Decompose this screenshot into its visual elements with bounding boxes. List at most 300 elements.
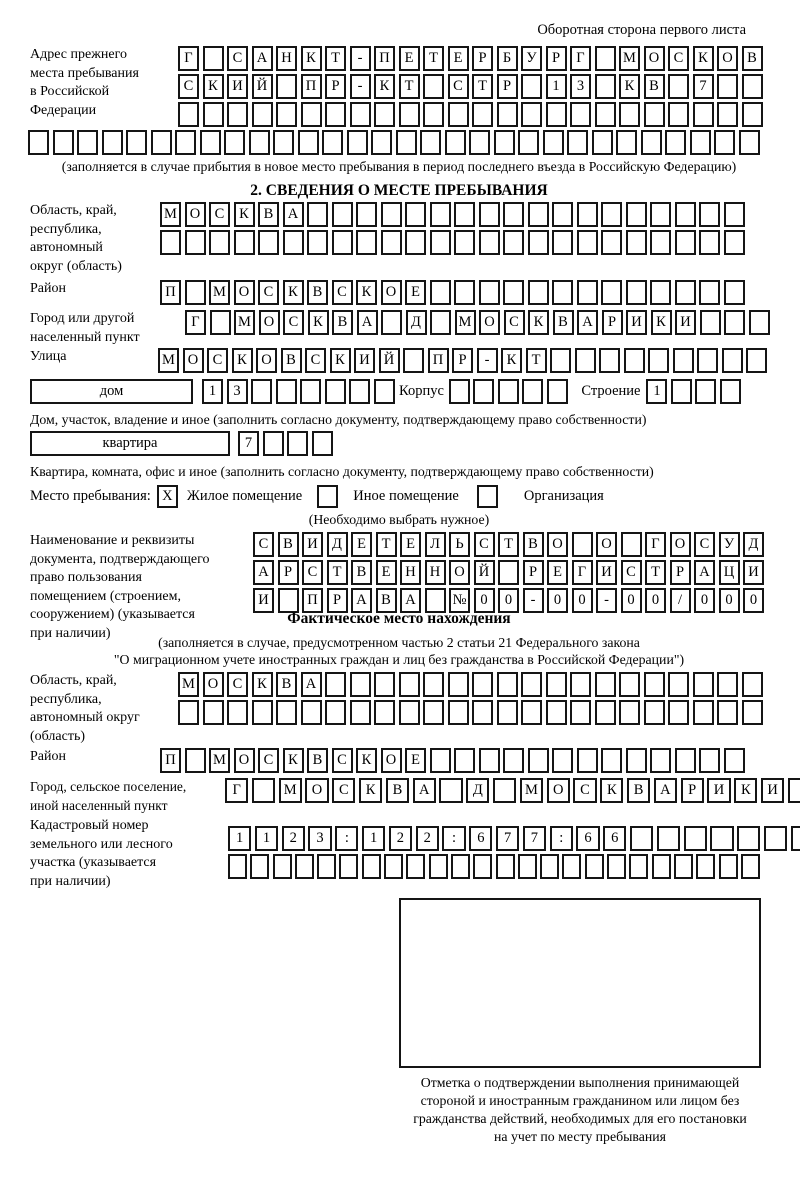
char-cell[interactable] (252, 778, 275, 803)
char-cell[interactable] (374, 379, 395, 404)
char-cell[interactable] (322, 130, 343, 155)
char-cell[interactable] (396, 130, 417, 155)
char-cell[interactable] (251, 379, 272, 404)
char-cell[interactable]: К (651, 310, 672, 335)
char-cell[interactable] (317, 854, 336, 879)
char-cell[interactable]: : (335, 826, 358, 851)
char-cell[interactable]: К (252, 672, 273, 697)
char-cell[interactable] (451, 854, 470, 879)
char-cell[interactable] (250, 854, 269, 879)
char-cell[interactable]: Р (681, 778, 704, 803)
char-cell[interactable] (472, 672, 493, 697)
char-cell[interactable]: 3 (227, 379, 248, 404)
char-cell[interactable] (601, 280, 622, 305)
char-cell[interactable]: С (332, 280, 353, 305)
char-cell[interactable]: 0 (743, 588, 764, 613)
char-cell[interactable] (228, 854, 247, 879)
char-cell[interactable]: 1 (646, 379, 667, 404)
char-cell[interactable] (675, 748, 696, 773)
char-cell[interactable] (454, 230, 475, 255)
char-cell[interactable] (200, 130, 221, 155)
char-cell[interactable] (577, 280, 598, 305)
char-cell[interactable]: О (449, 560, 470, 585)
char-cell[interactable]: Е (448, 46, 469, 71)
char-cell[interactable]: М (160, 202, 181, 227)
char-cell[interactable] (595, 672, 616, 697)
char-cell[interactable] (699, 280, 720, 305)
char-cell[interactable] (528, 202, 549, 227)
char-cell[interactable]: - (523, 588, 544, 613)
char-cell[interactable]: 1 (546, 74, 567, 99)
char-cell[interactable]: В (376, 588, 397, 613)
char-cell[interactable] (300, 379, 321, 404)
char-cell[interactable]: : (442, 826, 465, 851)
char-cell[interactable]: Г (645, 532, 666, 557)
char-cell[interactable] (185, 280, 206, 305)
char-cell[interactable] (764, 826, 787, 851)
char-cell[interactable] (423, 102, 444, 127)
char-cell[interactable] (263, 431, 284, 456)
char-cell[interactable] (403, 348, 424, 373)
char-cell[interactable] (175, 130, 196, 155)
char-cell[interactable] (301, 700, 322, 725)
char-cell[interactable] (697, 348, 718, 373)
char-cell[interactable]: О (183, 348, 204, 373)
char-cell[interactable] (312, 431, 333, 456)
char-cell[interactable]: Т (399, 74, 420, 99)
char-cell[interactable] (374, 672, 395, 697)
char-cell[interactable] (439, 778, 462, 803)
char-cell[interactable] (448, 102, 469, 127)
char-cell[interactable] (295, 854, 314, 879)
char-cell[interactable] (472, 700, 493, 725)
char-cell[interactable] (724, 310, 745, 335)
char-cell[interactable] (209, 230, 230, 255)
char-cell[interactable] (283, 230, 304, 255)
char-cell[interactable]: Н (425, 560, 446, 585)
char-cell[interactable]: П (302, 588, 323, 613)
char-cell[interactable]: Е (376, 560, 397, 585)
char-cell[interactable]: С (258, 748, 279, 773)
char-cell[interactable] (675, 230, 696, 255)
char-cell[interactable] (528, 748, 549, 773)
char-cell[interactable]: М (279, 778, 302, 803)
char-cell[interactable]: 0 (719, 588, 740, 613)
char-cell[interactable] (28, 130, 49, 155)
char-cell[interactable]: 0 (621, 588, 642, 613)
char-cell[interactable] (399, 672, 420, 697)
char-cell[interactable] (234, 230, 255, 255)
char-cell[interactable] (657, 826, 680, 851)
char-cell[interactable] (626, 748, 647, 773)
char-cell[interactable]: Т (325, 46, 346, 71)
char-cell[interactable]: : (550, 826, 573, 851)
char-cell[interactable] (307, 202, 328, 227)
char-cell[interactable] (473, 854, 492, 879)
char-cell[interactable]: В (307, 280, 328, 305)
char-cell[interactable]: Т (645, 560, 666, 585)
checkbox-organization[interactable] (477, 485, 498, 508)
char-cell[interactable]: О (305, 778, 328, 803)
char-cell[interactable]: В (281, 348, 302, 373)
char-cell[interactable]: 0 (572, 588, 593, 613)
char-cell[interactable] (717, 672, 738, 697)
char-cell[interactable] (572, 532, 593, 557)
char-cell[interactable] (629, 854, 648, 879)
char-cell[interactable] (648, 348, 669, 373)
char-cell[interactable] (497, 102, 518, 127)
char-cell[interactable]: 1 (255, 826, 278, 851)
char-cell[interactable]: А (413, 778, 436, 803)
char-cell[interactable] (374, 102, 395, 127)
char-cell[interactable]: К (283, 280, 304, 305)
char-cell[interactable]: С (253, 532, 274, 557)
char-cell[interactable]: Р (325, 74, 346, 99)
char-cell[interactable]: Л (425, 532, 446, 557)
char-cell[interactable] (595, 46, 616, 71)
char-cell[interactable] (595, 102, 616, 127)
char-cell[interactable]: А (400, 588, 421, 613)
char-cell[interactable]: П (374, 46, 395, 71)
char-cell[interactable]: У (719, 532, 740, 557)
char-cell[interactable]: 0 (694, 588, 715, 613)
char-cell[interactable] (668, 700, 689, 725)
char-cell[interactable] (53, 130, 74, 155)
char-cell[interactable] (543, 130, 564, 155)
char-cell[interactable]: 0 (474, 588, 495, 613)
house-field-box[interactable]: дом (30, 379, 193, 404)
char-cell[interactable] (332, 230, 353, 255)
char-cell[interactable] (350, 102, 371, 127)
char-cell[interactable]: В (644, 74, 665, 99)
char-cell[interactable]: В (553, 310, 574, 335)
char-cell[interactable] (550, 348, 571, 373)
char-cell[interactable] (675, 280, 696, 305)
char-cell[interactable]: О (479, 310, 500, 335)
char-cell[interactable] (521, 102, 542, 127)
char-cell[interactable]: С (448, 74, 469, 99)
char-cell[interactable]: Г (225, 778, 248, 803)
char-cell[interactable]: Г (570, 46, 591, 71)
char-cell[interactable] (650, 202, 671, 227)
char-cell[interactable]: У (521, 46, 542, 71)
char-cell[interactable]: 7 (496, 826, 519, 851)
char-cell[interactable]: М (619, 46, 640, 71)
char-cell[interactable] (741, 854, 760, 879)
char-cell[interactable] (522, 379, 543, 404)
char-cell[interactable] (671, 379, 692, 404)
char-cell[interactable] (601, 748, 622, 773)
char-cell[interactable] (788, 778, 800, 803)
char-cell[interactable]: О (381, 748, 402, 773)
char-cell[interactable]: К (356, 280, 377, 305)
char-cell[interactable] (742, 74, 763, 99)
char-cell[interactable] (714, 130, 735, 155)
char-cell[interactable] (399, 700, 420, 725)
char-cell[interactable]: В (332, 310, 353, 335)
char-cell[interactable]: Й (252, 74, 273, 99)
char-cell[interactable] (619, 700, 640, 725)
char-cell[interactable]: 0 (498, 588, 519, 613)
char-cell[interactable] (674, 854, 693, 879)
char-cell[interactable] (742, 672, 763, 697)
char-cell[interactable] (430, 280, 451, 305)
char-cell[interactable] (791, 826, 800, 851)
char-cell[interactable] (607, 854, 626, 879)
char-cell[interactable]: С (332, 748, 353, 773)
char-cell[interactable] (160, 230, 181, 255)
char-cell[interactable] (546, 672, 567, 697)
char-cell[interactable] (497, 672, 518, 697)
char-cell[interactable] (349, 379, 370, 404)
char-cell[interactable] (430, 230, 451, 255)
char-cell[interactable]: К (359, 778, 382, 803)
char-cell[interactable] (693, 700, 714, 725)
char-cell[interactable] (695, 379, 716, 404)
char-cell[interactable]: В (278, 532, 299, 557)
char-cell[interactable] (325, 700, 346, 725)
char-cell[interactable]: С (621, 560, 642, 585)
char-cell[interactable]: 2 (416, 826, 439, 851)
char-cell[interactable]: П (301, 74, 322, 99)
char-cell[interactable] (224, 130, 245, 155)
char-cell[interactable] (626, 280, 647, 305)
char-cell[interactable] (592, 130, 613, 155)
char-cell[interactable] (252, 700, 273, 725)
char-cell[interactable] (626, 230, 647, 255)
char-cell[interactable]: А (357, 310, 378, 335)
char-cell[interactable]: М (209, 280, 230, 305)
char-cell[interactable]: О (596, 532, 617, 557)
char-cell[interactable] (384, 854, 403, 879)
char-cell[interactable]: И (675, 310, 696, 335)
char-cell[interactable] (473, 379, 494, 404)
char-cell[interactable] (528, 230, 549, 255)
char-cell[interactable]: М (209, 748, 230, 773)
char-cell[interactable] (276, 102, 297, 127)
char-cell[interactable] (621, 532, 642, 557)
char-cell[interactable]: О (185, 202, 206, 227)
char-cell[interactable]: В (627, 778, 650, 803)
char-cell[interactable]: К (374, 74, 395, 99)
char-cell[interactable] (724, 230, 745, 255)
char-cell[interactable] (675, 202, 696, 227)
char-cell[interactable] (644, 672, 665, 697)
char-cell[interactable]: Й (379, 348, 400, 373)
char-cell[interactable]: С (258, 280, 279, 305)
char-cell[interactable] (350, 700, 371, 725)
char-cell[interactable]: 7 (523, 826, 546, 851)
char-cell[interactable]: / (670, 588, 691, 613)
char-cell[interactable] (644, 102, 665, 127)
char-cell[interactable] (720, 379, 741, 404)
char-cell[interactable]: М (234, 310, 255, 335)
char-cell[interactable] (405, 202, 426, 227)
char-cell[interactable]: К (600, 778, 623, 803)
char-cell[interactable]: Т (498, 532, 519, 557)
char-cell[interactable]: И (626, 310, 647, 335)
char-cell[interactable]: О (670, 532, 691, 557)
char-cell[interactable]: К (203, 74, 224, 99)
char-cell[interactable]: О (259, 310, 280, 335)
char-cell[interactable]: И (761, 778, 784, 803)
char-cell[interactable]: К (308, 310, 329, 335)
char-cell[interactable] (325, 672, 346, 697)
char-cell[interactable]: С (573, 778, 596, 803)
char-cell[interactable]: К (693, 46, 714, 71)
char-cell[interactable] (497, 700, 518, 725)
char-cell[interactable] (547, 379, 568, 404)
char-cell[interactable] (552, 230, 573, 255)
char-cell[interactable]: С (207, 348, 228, 373)
char-cell[interactable]: С (474, 532, 495, 557)
char-cell[interactable] (496, 854, 515, 879)
char-cell[interactable] (717, 74, 738, 99)
char-cell[interactable]: А (351, 588, 372, 613)
char-cell[interactable] (399, 102, 420, 127)
char-cell[interactable] (540, 854, 559, 879)
char-cell[interactable] (498, 560, 519, 585)
char-cell[interactable] (203, 700, 224, 725)
char-cell[interactable]: П (428, 348, 449, 373)
char-cell[interactable]: Ц (719, 560, 740, 585)
apartment-field-box[interactable]: квартира (30, 431, 230, 456)
char-cell[interactable]: Д (466, 778, 489, 803)
char-cell[interactable]: А (577, 310, 598, 335)
char-cell[interactable]: А (694, 560, 715, 585)
char-cell[interactable]: О (717, 46, 738, 71)
char-cell[interactable]: О (644, 46, 665, 71)
char-cell[interactable] (102, 130, 123, 155)
char-cell[interactable] (518, 854, 537, 879)
char-cell[interactable]: В (742, 46, 763, 71)
char-cell[interactable]: С (332, 778, 355, 803)
char-cell[interactable] (717, 102, 738, 127)
char-cell[interactable] (650, 748, 671, 773)
char-cell[interactable] (454, 280, 475, 305)
char-cell[interactable]: Е (405, 280, 426, 305)
char-cell[interactable] (528, 280, 549, 305)
char-cell[interactable] (252, 102, 273, 127)
char-cell[interactable] (493, 778, 516, 803)
char-cell[interactable] (650, 230, 671, 255)
char-cell[interactable] (273, 854, 292, 879)
char-cell[interactable] (494, 130, 515, 155)
char-cell[interactable] (469, 130, 490, 155)
char-cell[interactable]: С (283, 310, 304, 335)
char-cell[interactable] (546, 700, 567, 725)
char-cell[interactable] (619, 102, 640, 127)
char-cell[interactable] (423, 672, 444, 697)
char-cell[interactable] (430, 748, 451, 773)
char-cell[interactable] (665, 130, 686, 155)
char-cell[interactable] (298, 130, 319, 155)
char-cell[interactable] (479, 748, 500, 773)
char-cell[interactable]: 7 (238, 431, 259, 456)
char-cell[interactable]: Т (327, 560, 348, 585)
char-cell[interactable]: К (330, 348, 351, 373)
char-cell[interactable] (585, 854, 604, 879)
char-cell[interactable]: Т (472, 74, 493, 99)
char-cell[interactable] (722, 348, 743, 373)
char-cell[interactable]: В (307, 748, 328, 773)
char-cell[interactable] (700, 310, 721, 335)
char-cell[interactable]: В (276, 672, 297, 697)
char-cell[interactable] (287, 431, 308, 456)
char-cell[interactable]: О (203, 672, 224, 697)
char-cell[interactable] (567, 130, 588, 155)
char-cell[interactable]: 2 (389, 826, 412, 851)
char-cell[interactable]: 1 (228, 826, 251, 851)
char-cell[interactable]: К (528, 310, 549, 335)
char-cell[interactable] (339, 854, 358, 879)
char-cell[interactable] (185, 230, 206, 255)
char-cell[interactable] (430, 310, 451, 335)
char-cell[interactable]: 1 (202, 379, 223, 404)
char-cell[interactable] (552, 202, 573, 227)
char-cell[interactable]: Г (572, 560, 593, 585)
char-cell[interactable]: М (158, 348, 179, 373)
char-cell[interactable]: И (743, 560, 764, 585)
char-cell[interactable] (332, 202, 353, 227)
char-cell[interactable] (406, 854, 425, 879)
char-cell[interactable] (684, 826, 707, 851)
char-cell[interactable] (126, 130, 147, 155)
char-cell[interactable] (693, 102, 714, 127)
char-cell[interactable]: 1 (362, 826, 385, 851)
char-cell[interactable]: Н (276, 46, 297, 71)
char-cell[interactable] (405, 230, 426, 255)
char-cell[interactable]: И (354, 348, 375, 373)
char-cell[interactable]: - (350, 46, 371, 71)
char-cell[interactable] (276, 74, 297, 99)
char-cell[interactable] (749, 310, 770, 335)
char-cell[interactable]: О (547, 778, 570, 803)
char-cell[interactable] (210, 310, 231, 335)
char-cell[interactable] (724, 280, 745, 305)
char-cell[interactable] (595, 74, 616, 99)
char-cell[interactable] (575, 348, 596, 373)
char-cell[interactable] (650, 280, 671, 305)
char-cell[interactable]: В (258, 202, 279, 227)
char-cell[interactable]: В (351, 560, 372, 585)
char-cell[interactable]: С (504, 310, 525, 335)
char-cell[interactable]: 0 (547, 588, 568, 613)
char-cell[interactable]: Р (497, 74, 518, 99)
char-cell[interactable]: С (227, 672, 248, 697)
char-cell[interactable] (276, 379, 297, 404)
char-cell[interactable] (503, 230, 524, 255)
char-cell[interactable] (719, 854, 738, 879)
char-cell[interactable] (619, 672, 640, 697)
char-cell[interactable] (668, 102, 689, 127)
char-cell[interactable]: Е (351, 532, 372, 557)
char-cell[interactable]: К (501, 348, 522, 373)
char-cell[interactable]: Д (327, 532, 348, 557)
char-cell[interactable] (737, 826, 760, 851)
char-cell[interactable]: № (449, 588, 470, 613)
char-cell[interactable] (429, 854, 448, 879)
char-cell[interactable]: Р (602, 310, 623, 335)
char-cell[interactable]: И (302, 532, 323, 557)
char-cell[interactable]: А (253, 560, 274, 585)
char-cell[interactable] (448, 672, 469, 697)
char-cell[interactable] (178, 700, 199, 725)
char-cell[interactable]: Р (278, 560, 299, 585)
char-cell[interactable]: Д (743, 532, 764, 557)
char-cell[interactable]: М (178, 672, 199, 697)
char-cell[interactable]: П (160, 748, 181, 773)
